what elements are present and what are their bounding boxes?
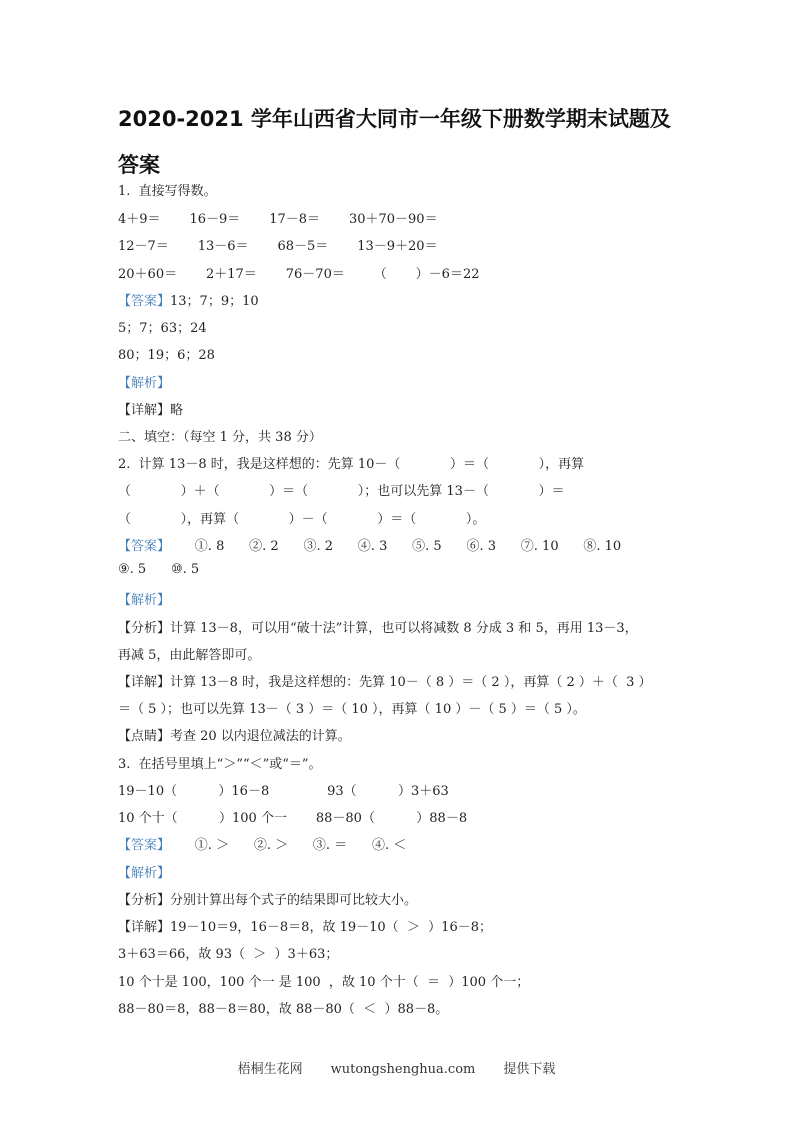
line-text: ①. ＞ ②. ＞ ③. ＝ ④. ＜ — [170, 838, 407, 853]
line-text: 再减 5，由此解答即可。 — [118, 648, 261, 663]
text-line — [118, 317, 207, 336]
text-line — [118, 562, 199, 577]
text-line — [118, 399, 183, 418]
text-line — [118, 263, 480, 282]
text-line — [118, 290, 259, 309]
text-line — [118, 943, 338, 962]
line-text: 80；19；6；28 — [118, 348, 215, 363]
line-text: ＝（ 5 ）；也可以先算 13－（ 3 ）＝（ 10 ），再算（ 10 ）－（ 5 ）＝（ 5 ）。 — [118, 702, 586, 717]
text-line — [118, 617, 638, 636]
footer-url: wutongshenghua.com — [330, 1062, 476, 1077]
line-text: 3. 在括号里填上“＞”“＜”或“＝”。 — [118, 757, 322, 772]
text-line — [118, 235, 438, 254]
line-text: 3＋63＝66，故 93（ ＞ ）3＋63； — [118, 947, 339, 962]
line-text: 13；7；9；10 — [170, 294, 259, 309]
text-line — [118, 862, 170, 881]
line-text: 2. 计算 13－8 时，我是这样想的：先算 10－（ ）＝（ ），再算 — [118, 457, 585, 472]
line-text: 二、填空：（每空 1 分，共 38 分） — [118, 430, 322, 445]
line-text: 19－10（ ）16－8 93（ ）3＋63 — [118, 784, 449, 799]
text-line — [118, 671, 652, 690]
text-line — [118, 453, 584, 472]
text-line — [118, 480, 565, 499]
section-label: 【解析】 — [118, 376, 171, 391]
section-label: 【答案】 — [118, 838, 171, 853]
text-line — [118, 698, 586, 717]
line-text: 12－7＝ 13－6＝ 68－5＝ 13－9＋20＝ — [118, 239, 438, 254]
line-text: 【分析】分别计算出每个式子的结果即可比较大小。 — [118, 893, 418, 908]
section-label: 【答案】 — [118, 539, 171, 554]
line-text: 【详解】19－10＝9，16－8＝8，故 19－10（ ＞ ）16－8； — [118, 920, 492, 935]
text-line — [118, 998, 448, 1017]
line-text: （ ）＋（ ）＝（ ）；也可以先算 13－（ ）＝ — [118, 484, 565, 499]
text-line — [118, 535, 621, 554]
text-line — [118, 508, 485, 527]
section-label: 【解析】 — [118, 593, 171, 608]
line-text: 1. 直接写得数。 — [118, 184, 217, 199]
line-text: 20＋60＝ 2＋17＝ 76－70＝ （ ）－6＝22 — [118, 267, 480, 282]
text-line — [118, 725, 351, 744]
text-line — [118, 644, 260, 663]
page-footer — [0, 1058, 793, 1077]
section-label: 【答案】 — [118, 294, 171, 309]
text-line — [118, 780, 449, 799]
text-line — [118, 180, 217, 199]
text-line — [118, 916, 492, 935]
footer-note: 提供下载 — [503, 1062, 556, 1077]
text-line — [118, 889, 417, 908]
text-line — [118, 589, 170, 608]
section-label: 【解析】 — [118, 866, 171, 881]
line-text: 【详解】略 — [118, 403, 184, 418]
line-text: （ ），再算（ ）－（ ）＝（ ）。 — [118, 512, 486, 527]
line-text: 5；7；63；24 — [118, 321, 207, 336]
line-text: 10 个十（ ）100 个一 88－80（ ）88－8 — [118, 811, 468, 826]
line-text: 4＋9＝ 16－9＝ 17－8＝ 30＋70－90＝ — [118, 212, 438, 227]
text-line — [118, 971, 529, 990]
line-text: ⑨. 5 ⑩. 5 — [118, 562, 200, 577]
text-line — [118, 807, 467, 826]
text-line — [118, 426, 322, 445]
document-title: 2020-2021 学年山西省大同市一年级下册数学期末试题及答案 — [118, 107, 671, 177]
line-text: 【分析】计算 13－8，可以用“破十法”计算，也可以将减数 8 分成 3 和 5，再用 13－3， — [118, 621, 638, 636]
text-line — [118, 372, 170, 391]
line-text: 88－80＝8，88－8＝80，故 88－80（ ＜ ）88－8。 — [118, 1002, 449, 1017]
line-text: 【详解】计算 13－8 时，我是这样想的：先算 10－（ 8 ）＝（ 2 ），再算（ 2 ）＋（ 3 ） — [118, 675, 652, 690]
text-line — [118, 834, 406, 853]
footer-site-name: 梧桐生花网 — [237, 1062, 303, 1077]
line-text: 【点睛】考查 20 以内退位减法的计算。 — [118, 729, 351, 744]
line-text: ①. 8 ②. 2 ③. 2 ④. 3 ⑤. 5 ⑥. 3 ⑦. 10 ⑧. 10 — [170, 539, 622, 554]
text-line — [118, 344, 215, 363]
text-line — [118, 208, 438, 227]
line-text: 10 个十是 100，100 个一 是 100 ，故 10 个十（ ＝ ）100 个一； — [118, 975, 530, 990]
text-line — [118, 753, 322, 772]
